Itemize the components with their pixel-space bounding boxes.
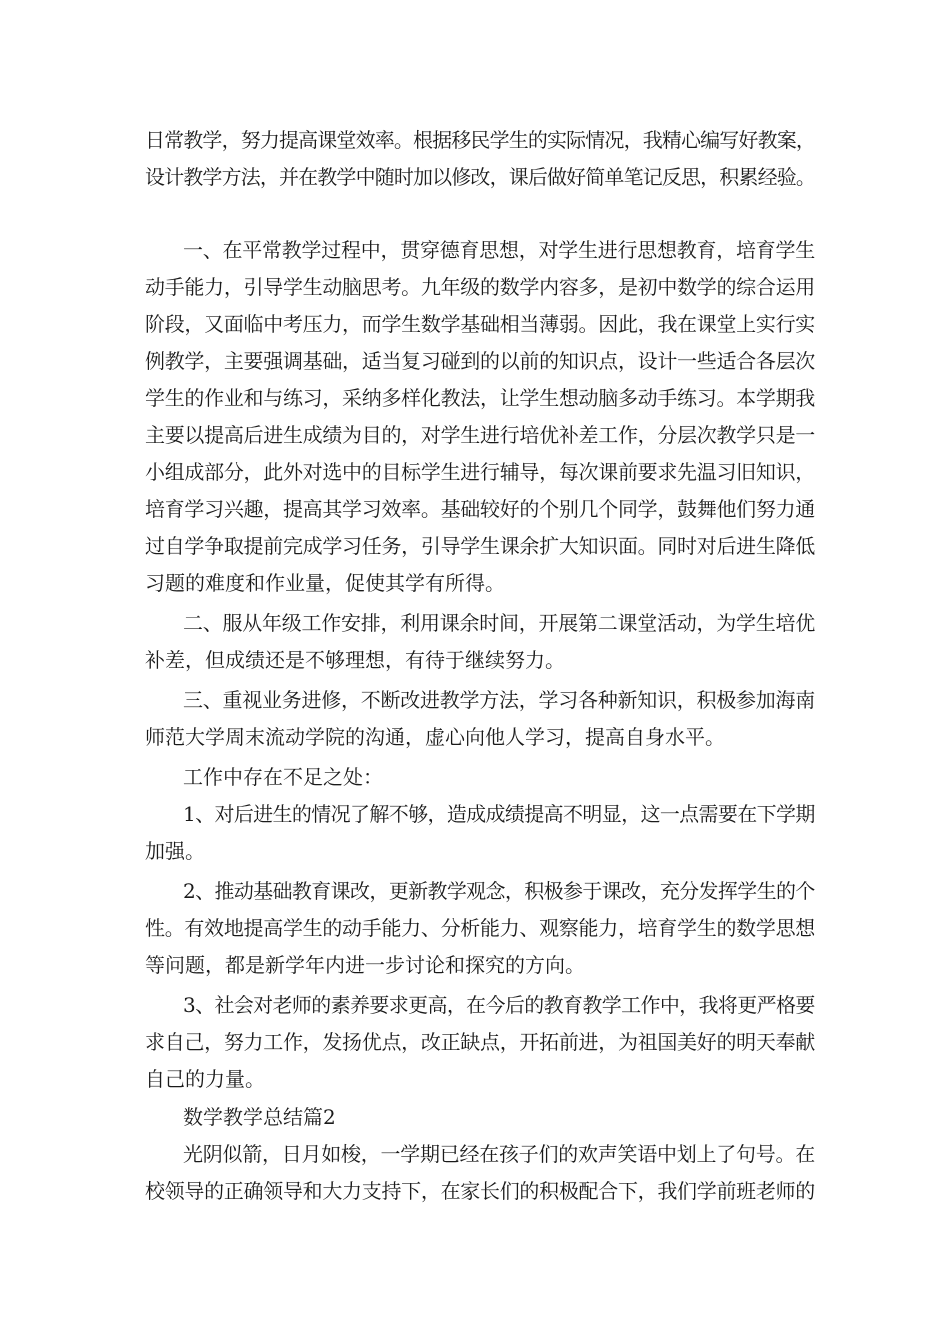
text-line: 补差，但成绩还是不够理想，有待于继续努力。 [145, 648, 565, 672]
text-line: 阶段，又面临中考压力，而学生数学基础相当薄弱。因此，我在课堂上实行实 [145, 312, 815, 336]
text-line: 例教学，主要强调基础，适当复习碰到的以前的知识点，设计一些适合各层次 [145, 349, 815, 373]
text-line: 学生的作业和与练习，采纳多样化教法，让学生想动脑多动手练习。本学期我 [145, 386, 815, 410]
section-heading: 工作中存在不足之处： [183, 765, 383, 789]
text-line: 设计教学方法，并在教学中随时加以修改，课后做好简单笔记反思，积累经验。 [145, 165, 815, 189]
text-line: 过自学争取提前完成学习任务，引导学生课余扩大知识面。同时对后进生降低 [145, 534, 815, 558]
text-line: 1、对后进生的情况了解不够，造成成绩提高不明显，这一点需要在下学期 [183, 802, 815, 826]
text-line: 自己的力量。 [145, 1067, 265, 1091]
text-line: 光阴似箭，日月如梭，一学期已经在孩子们的欢声笑语中划上了句号。在 [183, 1142, 815, 1166]
text-line: 校领导的正确领导和大力支持下，在家长们的积极配合下，我们学前班老师的 [145, 1179, 815, 1203]
text-line: 求自己，努力工作，发扬优点，改正缺点，开拓前进，为祖国美好的明天奉献 [145, 1030, 815, 1054]
text-line: 三、重视业务进修，不断改进教学方法，学习各种新知识，积极参加海南 [183, 688, 815, 712]
text-line: 培育学习兴趣，提高其学习效率。基础较好的个别几个同学，鼓舞他们努力通 [145, 497, 815, 521]
text-line: 等问题，都是新学年内进一步讨论和探究的方向。 [145, 953, 585, 977]
section-title: 数学教学总结篇2 [183, 1105, 336, 1129]
text-line: 师范大学周末流动学院的沟通，虚心向他人学习，提高自身水平。 [145, 725, 725, 749]
text-line: 加强。 [145, 839, 205, 863]
text-line: 一、在平常教学过程中，贯穿德育思想，对学生进行思想教育，培育学生 [183, 238, 815, 262]
text-line: 动手能力，引导学生动脑思考。九年级的数学内容多，是初中数学的综合运用 [145, 275, 815, 299]
text-line: 主要以提高后进生成绩为目的，对学生进行培优补差工作，分层次教学只是一 [145, 423, 815, 447]
text-line: 性。有效地提高学生的动手能力、分析能力、观察能力，培育学生的数学思想 [145, 916, 815, 940]
text-line: 小组成部分，此外对选中的目标学生进行辅导，每次课前要求先温习旧知识， [145, 460, 815, 484]
text-line: 3、社会对老师的素养要求更高，在今后的教育教学工作中，我将更严格要 [183, 993, 815, 1017]
text-line: 二、服从年级工作安排，利用课余时间，开展第二课堂活动，为学生培优 [183, 611, 815, 635]
text-line: 2、推动基础教育课改，更新教学观念，积极参于课改，充分发挥学生的个 [183, 879, 815, 903]
text-line: 习题的难度和作业量，促使其学有所得。 [145, 571, 505, 595]
text-line: 日常教学，努力提高课堂效率。根据移民学生的实际情况，我精心编写好教案， [145, 128, 815, 152]
